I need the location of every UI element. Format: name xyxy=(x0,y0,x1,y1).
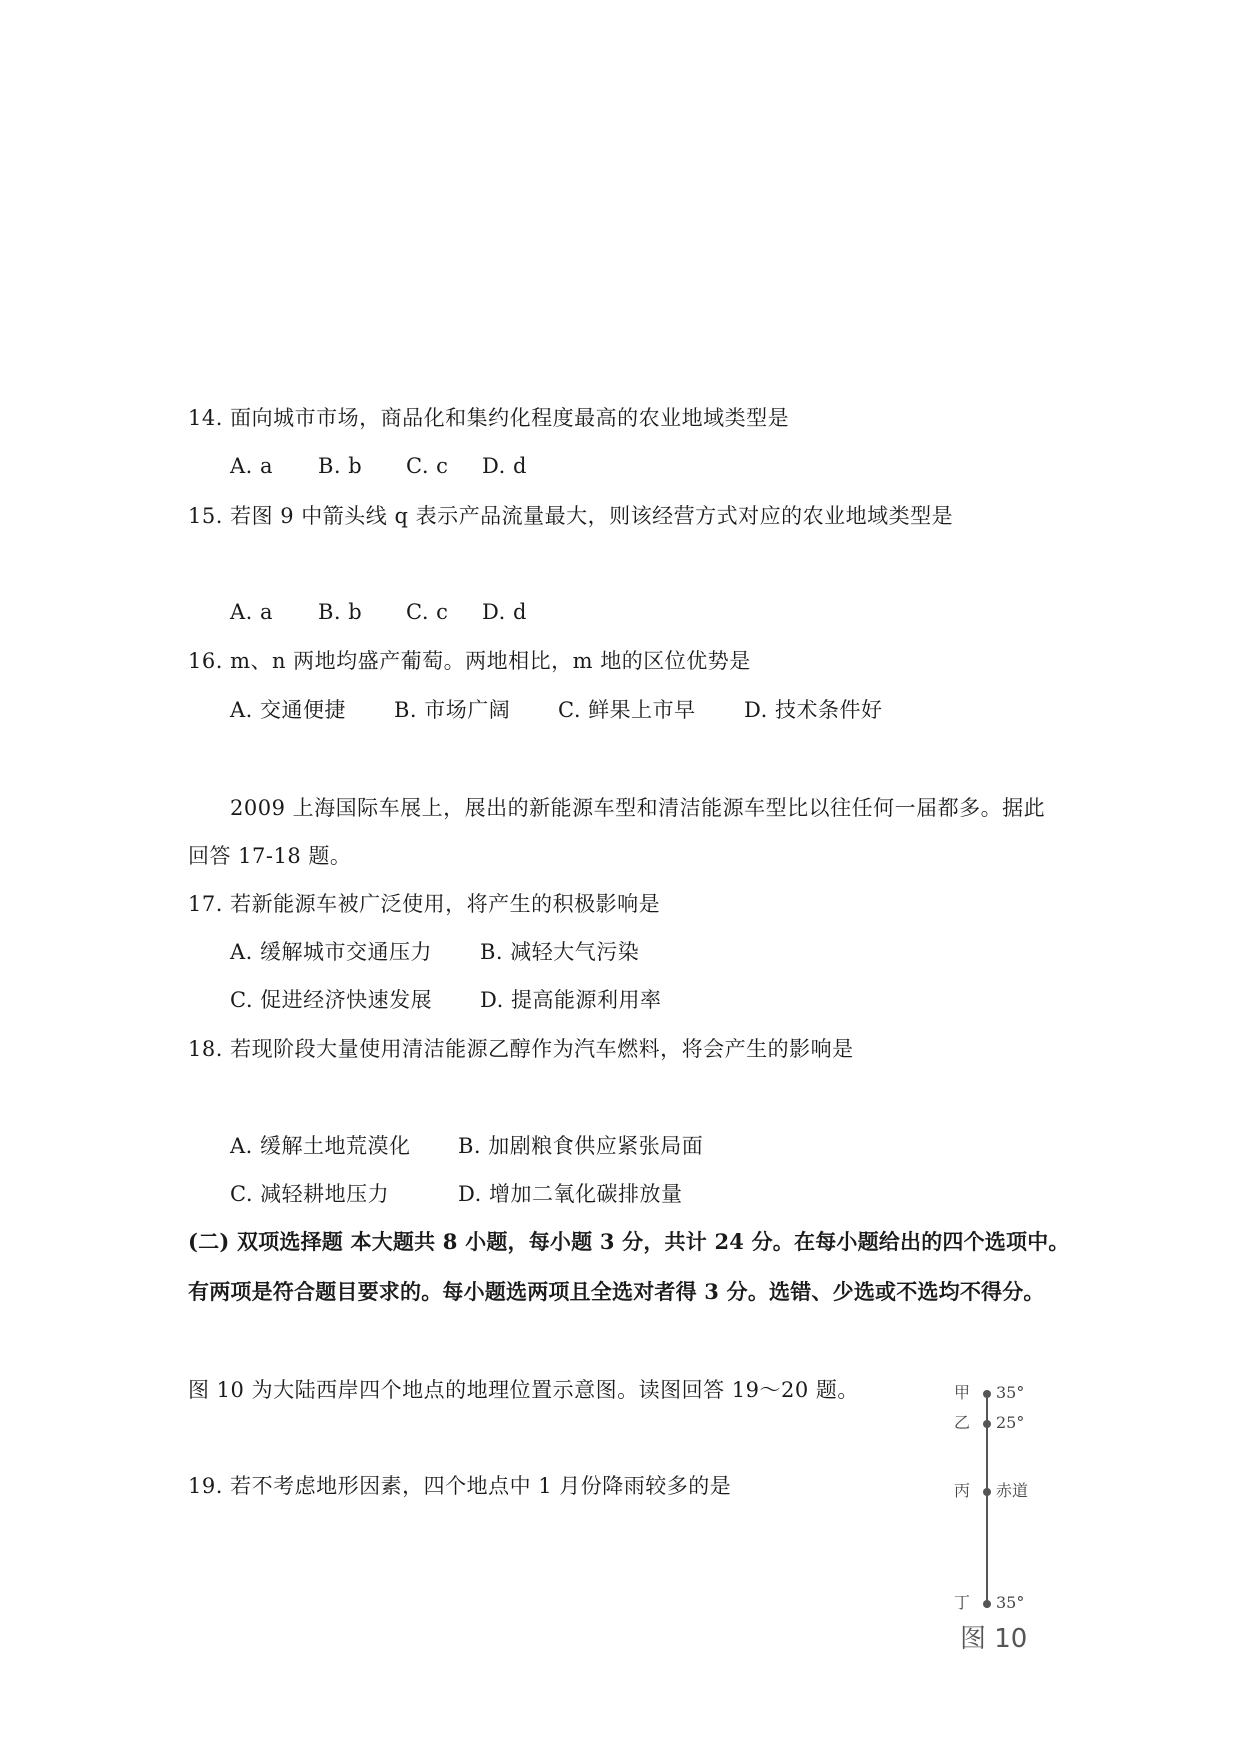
latitude-label-ding: 35° xyxy=(996,1593,1025,1612)
option-a: A. a xyxy=(230,600,274,624)
point-label-yi: 乙 xyxy=(954,1413,971,1432)
option-c: C. c xyxy=(406,600,449,624)
question-16-options xyxy=(230,696,882,724)
question-15-options xyxy=(230,598,527,626)
point-marker-jia xyxy=(983,1390,991,1398)
question-17-stem: 17. 若新能源车被广泛使用，将产生的积极影响是 xyxy=(188,892,661,916)
option-d: D. 增加二氧化碳排放量 xyxy=(458,1182,683,1206)
option-b: B. b xyxy=(318,600,363,624)
option-b: B. 减轻大气污染 xyxy=(480,940,640,964)
passage-17-18-line-2: 回答 17-18 题。 xyxy=(188,844,352,868)
figure-10 xyxy=(948,1380,1068,1654)
option-a: A. a xyxy=(230,454,274,478)
section-2-heading-line-2: 有两项是符合题目要求的。每小题选两项且全选对者得 3 分。选错、少选或不选均不得分。 xyxy=(188,1279,1045,1304)
point-marker-yi xyxy=(983,1420,991,1428)
option-d: D. d xyxy=(482,600,527,624)
option-a: A. 交通便捷 xyxy=(230,698,347,722)
section-2-heading-line-1: (二) 双项选择题 本大题共 8 小题，每小题 3 分，共计 24 分。在每小题给出的四个选项中。 xyxy=(188,1229,1070,1254)
question-18-options-row-2 xyxy=(230,1180,682,1208)
question-18-stem: 18. 若现阶段大量使用清洁能源乙醇作为汽车燃料，将会产生的影响是 xyxy=(188,1037,854,1061)
question-19-stem: 19. 若不考虑地形因素，四个地点中 1 月份降雨较多的是 xyxy=(188,1474,732,1498)
option-b: B. 市场广阔 xyxy=(394,698,511,722)
option-d: D. 提高能源利用率 xyxy=(480,988,662,1012)
point-label-ding: 丁 xyxy=(954,1593,971,1612)
option-c: C. 减轻耕地压力 xyxy=(230,1182,390,1206)
figure-10-caption: 图 10 xyxy=(960,1624,1028,1654)
option-b: B. 加剧粮食供应紧张局面 xyxy=(458,1134,704,1158)
option-c: C. 鲜果上市早 xyxy=(558,698,696,722)
question-17-options-row-1 xyxy=(230,938,639,966)
question-18-options-row-1 xyxy=(230,1132,703,1160)
question-17-options-row-2 xyxy=(230,986,661,1014)
option-c: C. 促进经济快速发展 xyxy=(230,988,433,1012)
latitude-label-jia: 35° xyxy=(996,1383,1025,1402)
passage-17-18-line-1: 2009 上海国际车展上，展出的新能源车型和清洁能源车型比以往任何一届都多。据此 xyxy=(230,796,1046,820)
point-label-jia: 甲 xyxy=(954,1383,971,1402)
question-15-stem: 15. 若图 9 中箭头线 q 表示产品流量最大，则该经营方式对应的农业地域类型是 xyxy=(188,504,954,528)
question-14-options xyxy=(230,452,527,480)
passage-19-20: 图 10 为大陆西岸四个地点的地理位置示意图。读图回答 19～20 题。 xyxy=(188,1378,859,1402)
option-d: D. d xyxy=(482,454,527,478)
latitude-label-yi: 25° xyxy=(996,1413,1025,1432)
option-d: D. 技术条件好 xyxy=(744,698,883,722)
latitude-label-bing: 赤道 xyxy=(996,1481,1029,1500)
point-marker-bing xyxy=(983,1488,991,1496)
question-16-stem: 16. m、n 两地均盛产葡萄。两地相比，m 地的区位优势是 xyxy=(188,649,751,673)
option-a: A. 缓解土地荒漠化 xyxy=(230,1134,411,1158)
point-marker-ding xyxy=(983,1600,991,1608)
option-c: C. c xyxy=(406,454,449,478)
option-a: A. 缓解城市交通压力 xyxy=(230,940,433,964)
question-14-stem: 14. 面向城市市场，商品化和集约化程度最高的农业地域类型是 xyxy=(188,406,790,430)
option-b: B. b xyxy=(318,454,363,478)
point-label-bing: 丙 xyxy=(954,1481,971,1500)
